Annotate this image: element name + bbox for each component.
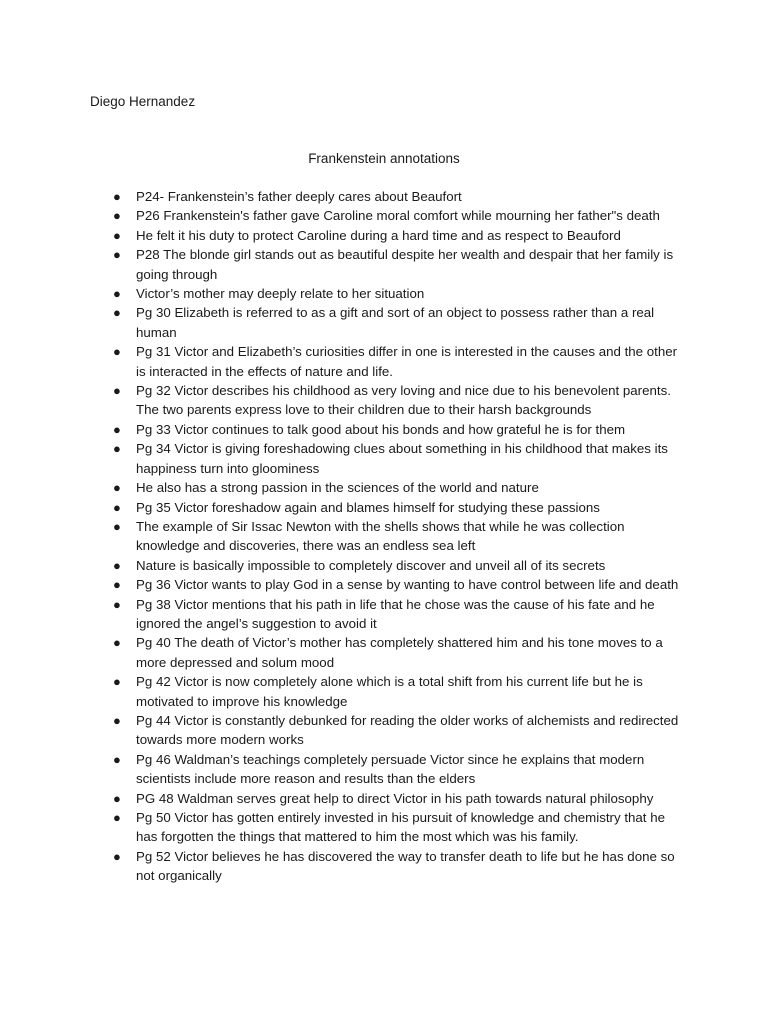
bullet-icon: ● bbox=[113, 518, 121, 534]
annotation-text: He felt it his duty to protect Caroline during a hard time and as respect to Beauford bbox=[136, 227, 621, 243]
annotation-item bbox=[0, 381, 768, 420]
annotation-text: P24- Frankenstein’s father deeply cares about Beaufort bbox=[136, 189, 462, 204]
annotation-text: He also has a strong passion in the sciences of the world and nature bbox=[136, 480, 539, 496]
bullet-icon: ● bbox=[113, 247, 121, 263]
bullet-icon: ● bbox=[113, 189, 121, 204]
annotation-item bbox=[0, 498, 768, 517]
annotation-item bbox=[0, 575, 768, 594]
bullet-icon: ● bbox=[113, 499, 121, 515]
annotation-item bbox=[0, 284, 768, 303]
annotation-item bbox=[0, 556, 768, 575]
bullet-icon: ● bbox=[113, 557, 121, 573]
annotation-item bbox=[0, 206, 768, 225]
bullet-icon: ● bbox=[113, 674, 121, 690]
bullet-icon: ● bbox=[113, 712, 121, 728]
annotation-text: Pg 52 Victor believes he has discovered the way to transfer death to life but he has done so not organically bbox=[136, 848, 675, 884]
annotation-text: Pg 35 Victor foreshadow again and blames himself for studying these passions bbox=[136, 499, 600, 515]
author-name: Diego Hernandez bbox=[90, 94, 196, 109]
annotation-item bbox=[0, 808, 768, 847]
document-title: Frankenstein annotations bbox=[308, 151, 460, 166]
annotation-text: P28 The blonde girl stands out as beautiful despite her wealth and despair that her family is going through bbox=[136, 247, 674, 282]
bullet-icon: ● bbox=[113, 227, 121, 243]
annotation-item bbox=[0, 342, 768, 381]
bullet-icon: ● bbox=[113, 441, 121, 457]
annotation-text: Nature is basically impossible to completely discover and unveil all of its secrets bbox=[136, 557, 606, 573]
bullet-icon: ● bbox=[113, 810, 121, 825]
annotation-text: Pg 46 Waldman’s teachings completely persuade Victor since he explains that modern scientists include more reason and results than the elders bbox=[136, 751, 645, 787]
annotation-text: P26 Frankenstein's father gave Caroline moral comfort while mourning her father"s death bbox=[136, 208, 660, 224]
bullet-icon: ● bbox=[113, 286, 121, 302]
bullet-icon: ● bbox=[113, 751, 121, 767]
annotation-text: Victor’s mother may deeply relate to her situation bbox=[136, 286, 425, 302]
annotation-text: Pg 40 The death of Victor’s mother has completely shattered him and his tone moves to a more depressed and solum mood bbox=[136, 635, 663, 670]
bullet-icon: ● bbox=[113, 208, 121, 224]
bullet-icon: ● bbox=[113, 421, 121, 437]
annotation-item bbox=[0, 711, 768, 750]
bullet-icon: ● bbox=[113, 848, 121, 864]
bullet-icon: ● bbox=[113, 635, 121, 651]
annotation-text: The example of Sir Issac Newton with the shells shows that while he was collection knowledge and discoveries, there was an endless sea left bbox=[136, 518, 625, 554]
annotation-text: Pg 50 Victor has gotten entirely invested in his pursuit of knowledge and chemistry that he has forgotten the things that mattered to him the most which was his family. bbox=[136, 810, 665, 845]
annotation-item bbox=[0, 187, 768, 206]
annotation-item bbox=[0, 517, 768, 556]
bullet-icon: ● bbox=[113, 344, 121, 360]
annotation-text: Pg 44 Victor is constantly debunked for reading the older works of alchemists and redirected towards more modern works bbox=[136, 712, 679, 748]
annotation-text: Pg 38 Victor mentions that his path in life that he chose was the cause of his fate and he ignored the angel’s suggestion to avoid it bbox=[136, 596, 655, 631]
bullet-icon: ● bbox=[113, 596, 121, 612]
annotation-item bbox=[0, 226, 768, 245]
annotation-list bbox=[0, 187, 768, 886]
bullet-icon: ● bbox=[113, 383, 121, 399]
bullet-icon: ● bbox=[113, 480, 121, 496]
bullet-icon: ● bbox=[113, 577, 121, 593]
annotation-text: PG 48 Waldman serves great help to direct Victor in his path towards natural philosophy bbox=[136, 790, 654, 806]
annotation-item bbox=[0, 750, 768, 789]
annotation-text: Pg 33 Victor continues to talk good about his bonds and how grateful he is for them bbox=[136, 421, 626, 437]
bullet-icon: ● bbox=[113, 790, 121, 806]
annotation-item bbox=[0, 789, 768, 808]
annotation-item bbox=[0, 245, 768, 284]
annotation-item bbox=[0, 420, 768, 439]
bullet-icon: ● bbox=[113, 305, 121, 321]
annotation-item bbox=[0, 847, 768, 886]
annotation-item bbox=[0, 595, 768, 634]
annotation-text: Pg 30 Elizabeth is referred to as a gift and sort of an object to possess rather than a real human bbox=[136, 305, 655, 340]
annotation-text: Pg 32 Victor describes his childhood as very loving and nice due to his benevolent parents. The two parents express love to their children due to their harsh backgrounds bbox=[136, 383, 671, 418]
annotation-text: Pg 34 Victor is giving foreshadowing clues about something in his childhood that makes its happiness turn into gloominess bbox=[136, 441, 668, 476]
annotation-item bbox=[0, 633, 768, 672]
annotation-text: Pg 42 Victor is now completely alone which is a total shift from his current life but he is motivated to improve his knowledge bbox=[136, 674, 643, 709]
annotation-item bbox=[0, 478, 768, 497]
annotation-item bbox=[0, 672, 768, 711]
annotation-item bbox=[0, 303, 768, 342]
annotation-text: Pg 36 Victor wants to play God in a sense by wanting to have control between life and death bbox=[136, 577, 679, 593]
annotation-item bbox=[0, 439, 768, 478]
annotation-text: Pg 31 Victor and Elizabeth’s curiosities differ in one is interested in the causes and the other is interacted in the effects of nature and life. bbox=[136, 344, 678, 379]
